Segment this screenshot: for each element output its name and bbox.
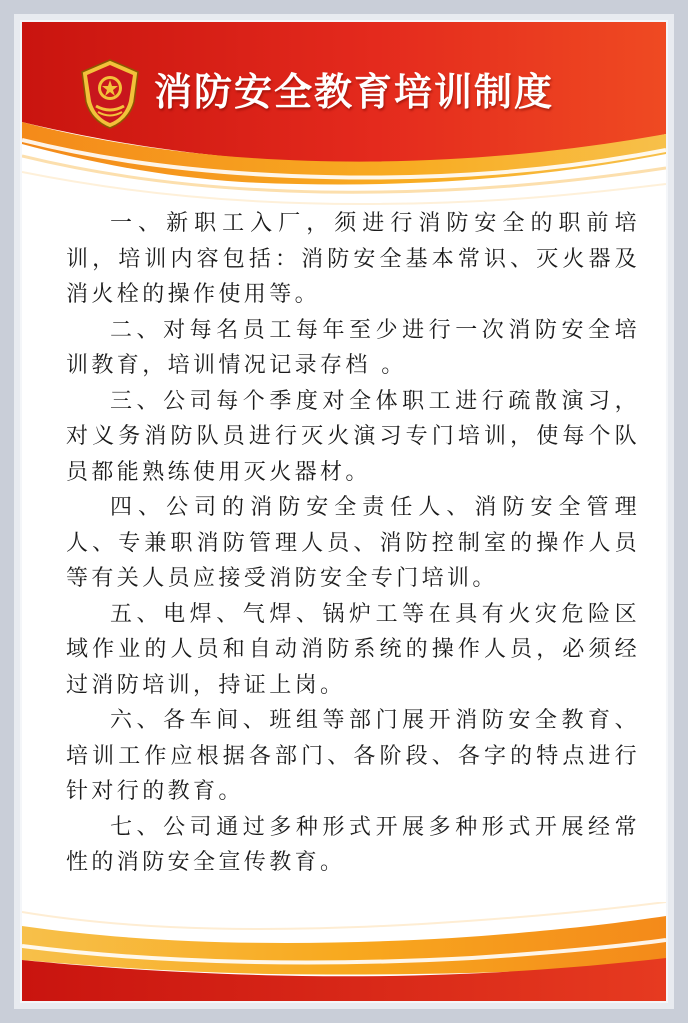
rules-list <box>66 206 640 881</box>
rule-1: 一、新职工入厂，须进行消防安全的职前培训，培训内容包括：消防安全基本常识、灭火器及消火栓的操作使用等。 <box>66 211 640 307</box>
rule-4: 四、公司的消防安全责任人、消防安全管理人、专兼职消防管理人员、消防控制室的操作人员等有关人员应接受消防安全专门培训。 <box>66 495 640 591</box>
rule-3: 三、公司每个季度对全体职工进行疏散演习，对义务消防队员进行灭火演习专门培训，使每个队员都能熟练使用灭火器材。 <box>66 388 640 485</box>
footer-banner <box>22 902 666 1001</box>
rule-7: 七、公司通过多种形式开展多种形式开展经常性的消防安全宣传教育。 <box>66 814 640 875</box>
rule-5: 五、电焊、气焊、锅炉工等在具有火灾危险区域作业的人员和自动消防系统的操作人员，必须经过消防培训，持证上岗。 <box>66 601 640 698</box>
fire-rescue-emblem-icon <box>78 58 142 130</box>
safety-sign-board <box>22 22 666 1001</box>
rule-6: 六、各车间、班组等部门展开消防安全教育、培训工作应根据各部门、各阶段、各字的特点进行针对行的教育。 <box>66 708 640 804</box>
sign-title: 消防安全教育培训制度 <box>154 70 555 114</box>
rule-2: 二、对每名员工每年至少进行一次消防安全培训教育，培训情况记录存档 。 <box>66 317 640 378</box>
